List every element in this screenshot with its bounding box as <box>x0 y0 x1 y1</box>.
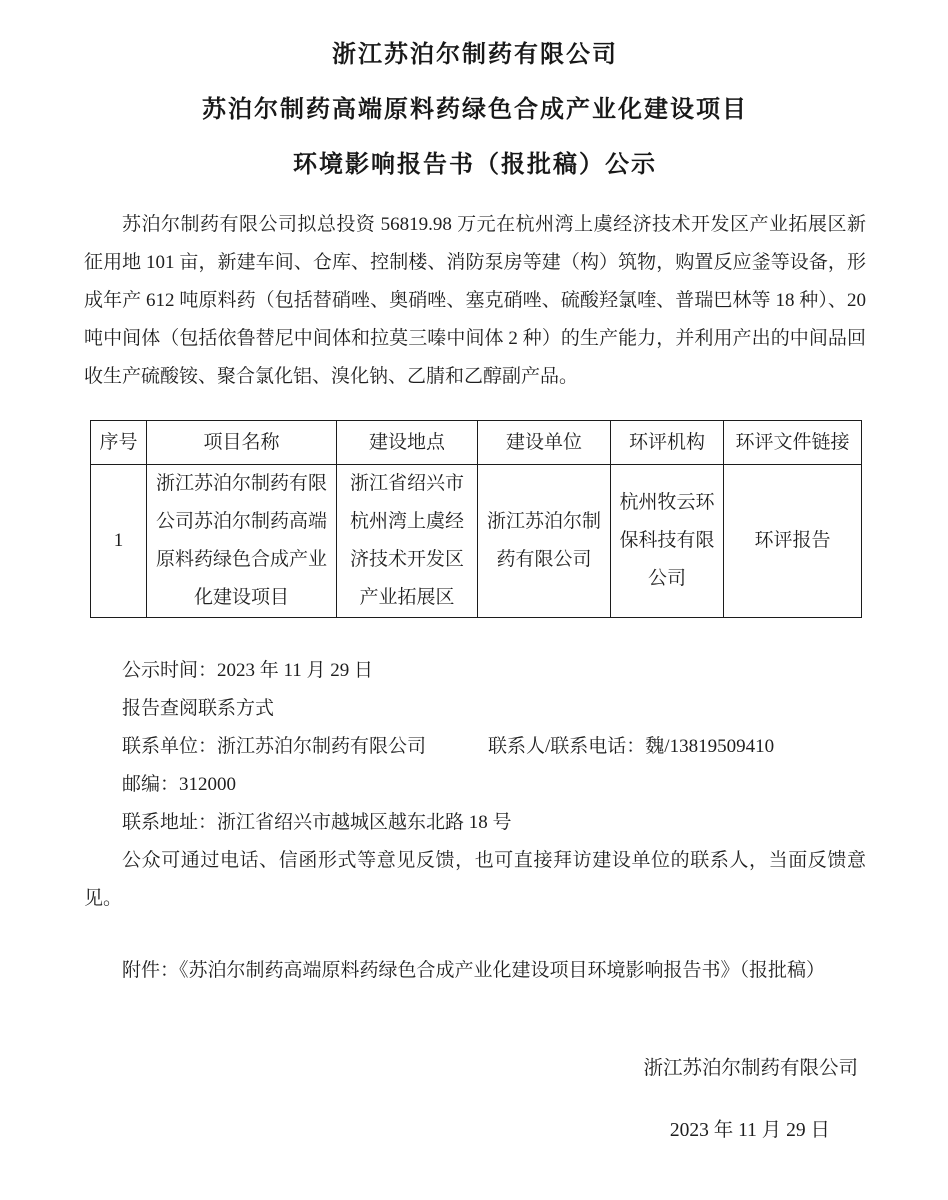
table-header-row <box>91 421 862 465</box>
doc-title-company: 浙江苏泊尔制药有限公司 <box>332 42 618 68</box>
signature-block <box>84 1056 866 1144</box>
feedback-line: 公众可通过电话、信函形式等意见反馈，也可直接拜访建设单位的联系人，当面反馈意见。 <box>84 850 866 909</box>
project-info-table <box>90 420 862 618</box>
col-header-construction-unit: 建设单位 <box>478 421 611 465</box>
contact-section <box>84 652 866 918</box>
cell-construction-unit: 浙江苏泊尔制药有限公司 <box>478 465 611 618</box>
cell-eia-agency: 杭州牧云环保科技有限公司 <box>611 465 724 618</box>
intro-paragraph: 苏泊尔制药有限公司拟总投资 56819.98 万元在杭州湾上虞经济技术开发区产业拓展区新征用地 101 亩，新建车间、仓库、控制楼、消防泵房等建（构）筑物，购置反应釜等设备，形成年产 612 吨原料药（包括替硝唑、奥硝唑、塞克硝唑、硫酸羟氯喹、普瑞巴林等 18 种）、20 吨中间体（包括依鲁替尼中间体和拉莫三嗪中间体 2 种）的生产能力，并利用产出的中间品回收生产硫酸铵、聚合氯化铝、溴化钠、乙腈和乙醇副产品。 <box>84 214 866 387</box>
cell-eia-doc-link: 环评报告 <box>724 465 862 618</box>
contact-person-phone: 联系人/联系电话：魏/13819509410 <box>488 736 775 757</box>
publish-date-line: 公示时间：2023 年 11 月 29 日 <box>122 660 374 681</box>
col-header-eia-doc-link: 环评文件链接 <box>724 421 862 465</box>
col-header-project-name: 项目名称 <box>147 421 337 465</box>
col-header-eia-agency: 环评机构 <box>611 421 724 465</box>
contact-unit: 联系单位：浙江苏泊尔制药有限公司 <box>122 736 427 757</box>
postcode-line: 邮编：312000 <box>122 774 237 795</box>
contact-section-title: 报告查阅联系方式 <box>122 698 275 719</box>
doc-title-report: 环境影响报告书（报批稿）公示 <box>293 152 657 178</box>
contact-unit-line <box>84 728 866 766</box>
table-row <box>91 465 862 618</box>
footer-date: 2023 年 11 月 29 日 <box>669 1120 830 1141</box>
footer-company: 浙江苏泊尔制药有限公司 <box>643 1058 858 1079</box>
address-line: 联系地址：浙江省绍兴市越城区越东北路 18 号 <box>122 812 512 833</box>
col-header-location: 建设地点 <box>337 421 478 465</box>
doc-title-project: 苏泊尔制药高端原料药绿色合成产业化建设项目 <box>202 97 748 123</box>
attachment-line: 附件：《苏泊尔制药高端原料药绿色合成产业化建设项目环境影响报告书》（报批稿） <box>122 960 826 981</box>
col-header-seq: 序号 <box>91 421 147 465</box>
cell-location: 浙江省绍兴市杭州湾上虞经济技术开发区产业拓展区 <box>337 465 478 618</box>
cell-seq: 1 <box>91 465 147 618</box>
cell-project-name: 浙江苏泊尔制药有限公司苏泊尔制药高端原料药绿色合成产业化建设项目 <box>147 465 337 618</box>
